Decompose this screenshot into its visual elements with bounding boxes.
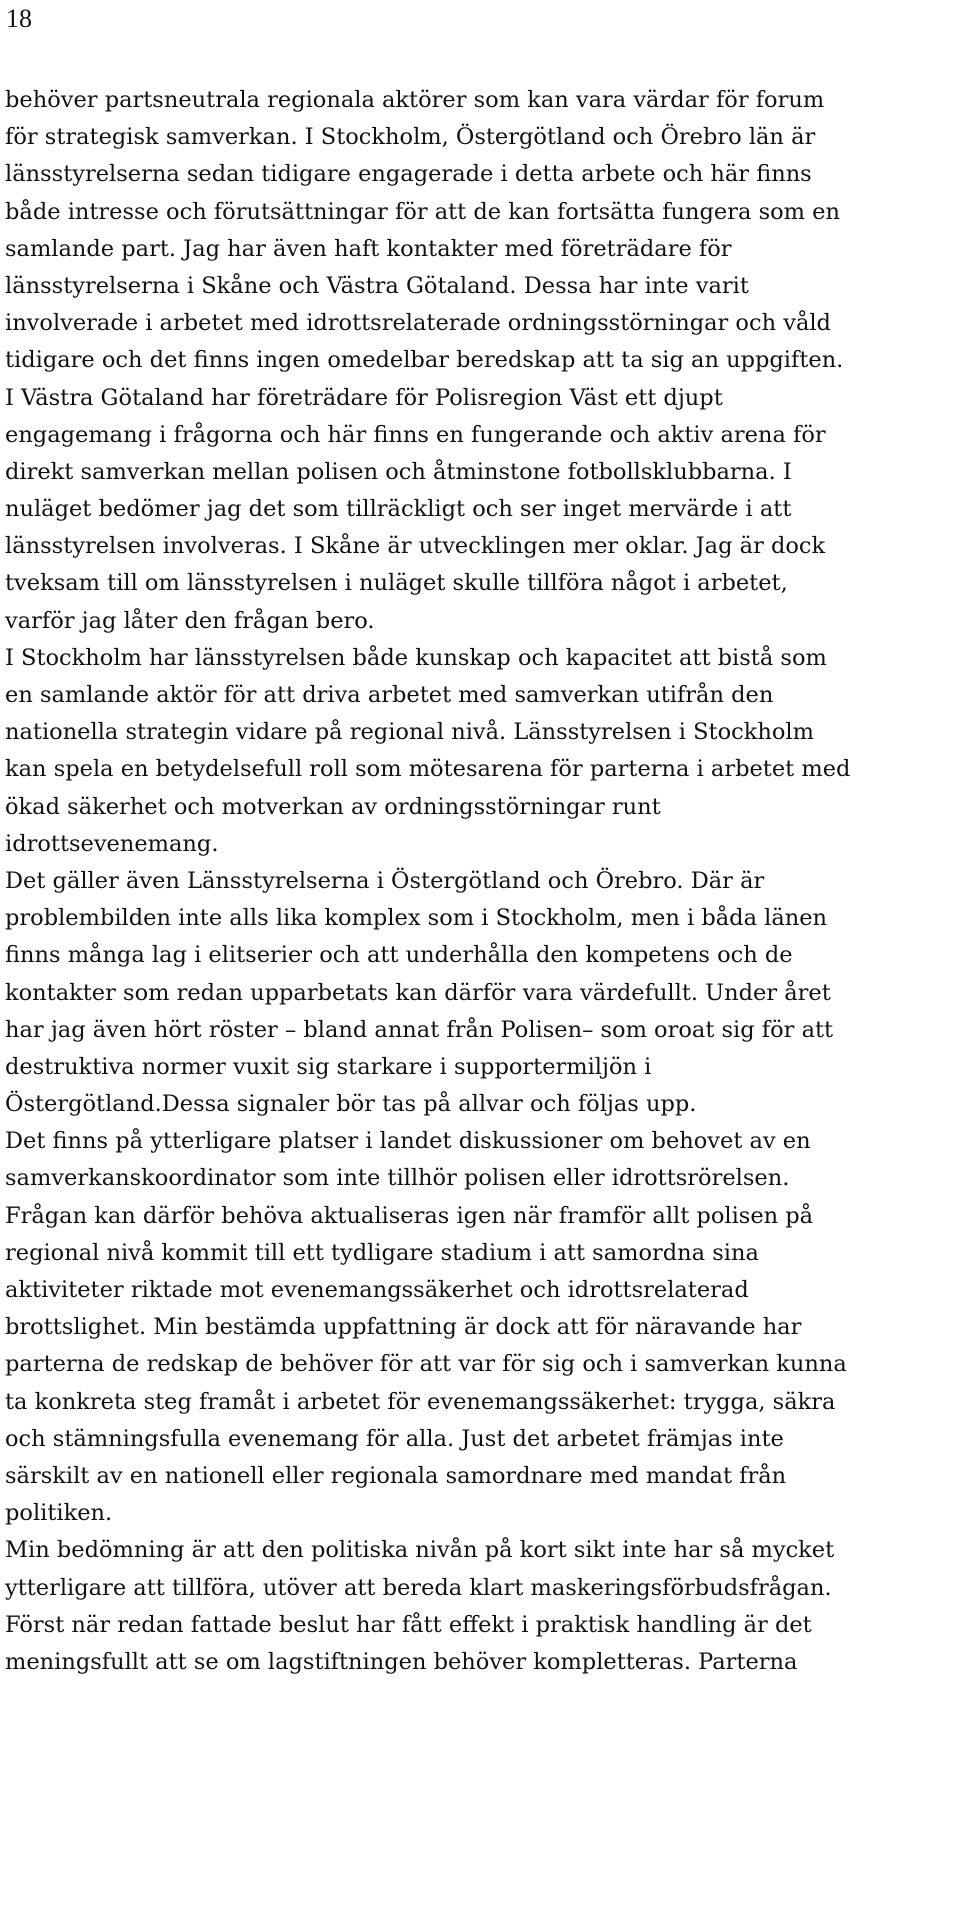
text-line: brottslighet. Min bestämda uppfattning är dock att för näravande har	[5, 1314, 802, 1341]
text-line: Min bedömning är att den politiska nivån på kort sikt inte har så mycket	[5, 1537, 835, 1564]
text-line: problembilden inte alls lika komplex som i Stockholm, men i båda länen	[5, 905, 828, 932]
text-line: direkt samverkan mellan polisen och åtminstone fotbollsklubbarna. I	[5, 458, 792, 485]
text-line: nationella strategin vidare på regional nivå. Länsstyrelsen i Stockholm	[5, 719, 814, 746]
text-line: både intresse och förutsättningar för att de kan fortsätta fungera som en	[5, 198, 840, 225]
paragraph-5	[5, 1532, 953, 1681]
paragraph-2	[5, 640, 953, 863]
text-line: Frågan kan därför behöva aktualiseras igen när framför allt polisen på	[5, 1202, 814, 1229]
text-line: I Västra Götaland har företrädare för Polisregion Väst ett djupt	[5, 384, 723, 411]
text-line: länsstyrelserna sedan tidigare engagerade i detta arbete och här finns	[5, 161, 812, 188]
text-line: engagemang i frågorna och här finns en fungerande och aktiv arena för	[5, 421, 826, 448]
text-line: samverkanskoordinator som inte tillhör polisen eller idrottsrörelsen.	[5, 1165, 790, 1192]
text-line: har jag även hört röster – bland annat från Polisen– som oroat sig för att	[5, 1016, 834, 1043]
text-line: ytterligare att tillföra, utöver att bereda klart maskeringsförbudsfrågan.	[5, 1574, 832, 1601]
paragraph-3	[5, 863, 953, 1123]
text-line: regional nivå kommit till ett tydligare stadium i att samordna sina	[5, 1239, 759, 1266]
text-line: länsstyrelserna i Skåne och Västra Götaland. Dessa har inte varit	[5, 272, 749, 299]
text-line: behöver partsneutrala regionala aktörer som kan vara värdar för forum	[5, 87, 825, 113]
text-line: Östergötland.Dessa signaler bör tas på allvar och följas upp.	[5, 1091, 697, 1118]
text-line: en samlande aktör för att driva arbetet med samverkan utifrån den	[5, 682, 774, 708]
text-line: tidigare och det finns ingen omedelbar beredskap att ta sig an uppgiften.	[5, 347, 844, 374]
text-line: aktiviteter riktade mot evenemangssäkerhet och idrottsrelaterad	[5, 1277, 749, 1303]
text-line: varför jag låter den frågan bero.	[5, 607, 375, 634]
text-line: nuläget bedömer jag det som tillräckligt och ser inget mervärde i att	[5, 496, 792, 523]
text-line: tveksam till om länsstyrelsen i nuläget skulle tillföra något i arbetet,	[5, 570, 788, 597]
text-line: länsstyrelsen involveras. I Skåne är utvecklingen mer oklar. Jag är dock	[5, 533, 826, 560]
page-number: 18	[6, 4, 32, 33]
body-text	[5, 82, 953, 1681]
text-line: parterna de redskap de behöver för att var för sig och i samverkan kunna	[5, 1351, 847, 1378]
text-line: ta konkreta steg framåt i arbetet för evenemangssäkerhet: trygga, säkra	[5, 1388, 836, 1415]
text-line: involverade i arbetet med idrottsrelaterade ordningsstörningar och våld	[5, 310, 831, 337]
text-line: Det finns på ytterligare platser i landet diskussioner om behovet av en	[5, 1128, 811, 1155]
text-line: idrottsevenemang.	[5, 830, 219, 857]
text-line: destruktiva normer vuxit sig starkare i supportermiljön i	[5, 1053, 652, 1080]
paragraph-1	[5, 82, 953, 640]
text-line: samlande part. Jag har även haft kontakter med företrädare för	[5, 235, 732, 262]
text-line: finns många lag i elitserier och att underhålla den kompetens och de	[5, 942, 793, 969]
text-line: politiken.	[5, 1500, 113, 1527]
paragraph-4	[5, 1123, 953, 1532]
text-line: och stämningsfulla evenemang för alla. Just det arbetet främjas inte	[5, 1425, 784, 1452]
text-line: särskilt av en nationell eller regionala samordnare med mandat från	[5, 1462, 787, 1489]
text-line: för strategisk samverkan. I Stockholm, Östergötland och Örebro län är	[5, 124, 816, 151]
text-line: I Stockholm har länsstyrelsen både kunskap och kapacitet att bistå som	[5, 644, 827, 671]
text-line: ökad säkerhet och motverkan av ordningsstörningar runt	[5, 793, 661, 820]
text-line: kontakter som redan upparbetats kan därför vara värdefullt. Under året	[5, 979, 831, 1006]
text-line: Det gäller även Länsstyrelserna i Östergötland och Örebro. Där är	[5, 867, 765, 894]
text-line: meningsfullt att se om lagstiftningen behöver kompletteras. Parterna	[5, 1648, 798, 1675]
text-line: kan spela en betydelsefull roll som mötesarena för parterna i arbetet med	[5, 756, 851, 783]
text-line: Först när redan fattade beslut har fått effekt i praktisk handling är det	[5, 1611, 812, 1638]
